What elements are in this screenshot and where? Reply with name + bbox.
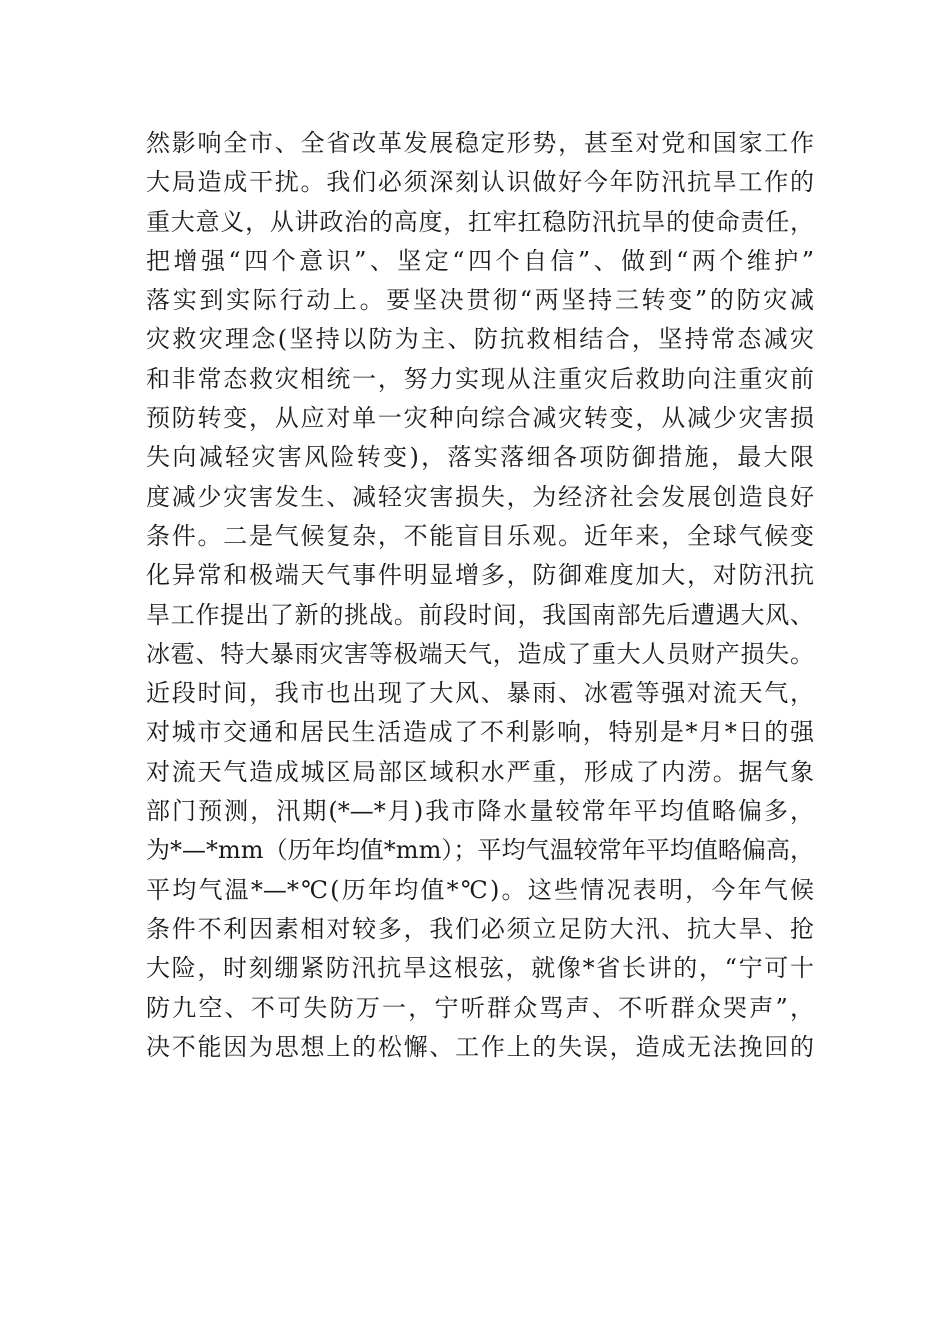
text-line-5: 落实到实际行动上。要坚决贯彻“两坚持三转变”的防灾减 <box>146 286 814 315</box>
text-line-18: 部门预测，汛期(*—*月)我市降水量较常年平均值略偏多， <box>146 797 814 826</box>
text-line-20: 平均气温*—*℃(历年均值*℃)。这些情况表明，今年气候 <box>146 875 814 904</box>
text-line-12: 化异常和极端天气事件明显增多，防御难度加大，对防汛抗 <box>146 561 814 590</box>
text-line-19: 为*—*mm（历年均值*mm）；平均气温较常年平均值略偏高， <box>146 836 814 865</box>
text-line-3: 重大意义，从讲政治的高度，扛牢扛稳防汛抗旱的使命责任， <box>146 207 814 236</box>
text-line-24: 决不能因为思想上的松懈、工作上的失误，造成无法挽回的 <box>146 1032 814 1061</box>
text-line-9: 失向减轻灾害风险转变)，落实落细各项防御措施，最大限 <box>146 443 814 472</box>
text-line-4: 把增强“四个意识”、坚定“四个自信”、做到“两个维护” <box>146 246 814 275</box>
text-line-15: 近段时间，我市也出现了大风、暴雨、冰雹等强对流天气， <box>146 679 814 708</box>
text-line-11: 条件。二是气候复杂，不能盲目乐观。近年来，全球气候变 <box>146 521 814 550</box>
text-line-7: 和非常态救灾相统一，努力实现从注重灾后救助向注重灾前 <box>146 364 814 393</box>
text-line-6: 灾救灾理念(坚持以防为主、防抗救相结合，坚持常态减灾 <box>146 325 814 354</box>
text-line-14: 冰雹、特大暴雨灾害等极端天气，造成了重大人员财产损失。 <box>146 639 814 668</box>
text-line-23: 防九空、不可失防万一，宁听群众骂声、不听群众哭声”， <box>146 993 814 1022</box>
text-line-13: 旱工作提出了新的挑战。前段时间，我国南部先后遭遇大风、 <box>146 600 814 629</box>
text-line-8: 预防转变，从应对单一灾种向综合减灾转变，从减少灾害损 <box>146 404 814 433</box>
text-line-2: 大局造成干扰。我们必须深刻认识做好今年防汛抗旱工作的 <box>146 168 814 197</box>
text-line-16: 对城市交通和居民生活造成了不利影响，特别是*月*日的强 <box>146 718 814 747</box>
body-paragraph <box>146 124 814 1067</box>
text-line-17: 对流天气造成城区局部区域积水严重，形成了内涝。据气象 <box>146 757 814 786</box>
text-line-22: 大险，时刻绷紧防汛抗旱这根弦，就像*省长讲的，“宁可十 <box>146 954 814 983</box>
text-line-1: 然影响全市、全省改革发展稳定形势，甚至对党和国家工作 <box>146 129 814 157</box>
text-line-21: 条件不利因素相对较多，我们必须立足防大汛、抗大旱、抢 <box>146 914 814 943</box>
text-line-10: 度减少灾害发生、减轻灾害损失，为经济社会发展创造良好 <box>146 482 814 511</box>
